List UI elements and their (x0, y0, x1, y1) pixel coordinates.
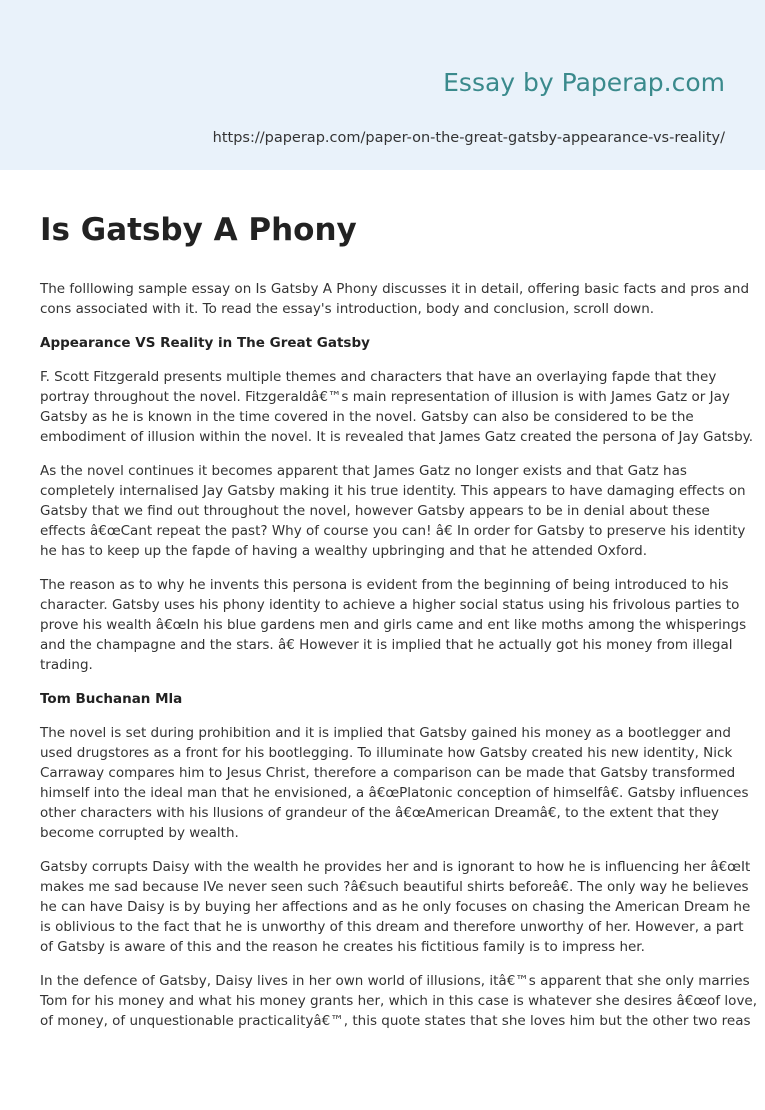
paragraph-line: and the champagne and the stars. â€ However it is implied that he actually got his money from illegal (40, 637, 733, 653)
paragraph-line: makes me sad because IVe never seen such ?â€such beautiful shirts beforeâ€. The only way he believes (40, 879, 749, 895)
paragraph-line: Gatsby as he is known in the time covered in the novel. Gatsby can also be considered to be the (40, 409, 694, 425)
body-paragraph-6 (40, 971, 758, 1031)
intro-line: cons associated with it. To read the essay's introduction, body and conclusion, scroll down. (40, 301, 655, 317)
paragraph-line: trading. (40, 657, 93, 673)
paragraph-line: other characters with his llusions of grandeur of the â€œAmerican Dreamâ€, to the extent that they (40, 805, 720, 821)
body-paragraph-1 (40, 367, 753, 447)
essay-title: Is Gatsby A Phony (40, 212, 357, 248)
section-heading-appearance-vs-reality: Appearance VS Reality in The Great Gatsby (40, 335, 370, 351)
body-paragraph-5 (40, 857, 751, 957)
paragraph-line: himself into the ideal man that he envisioned, a â€œPlatonic conception of himselfâ€. Gatsby influences (40, 785, 749, 801)
paragraph-line: prove his wealth â€œIn his blue gardens men and girls came and ent like moths among the whisperings (40, 617, 747, 633)
paragraph-line: Gatsby that we find out throughout the novel, however Gatsby appears to be in denial about these (40, 503, 710, 519)
paragraph-line: become corrupted by wealth. (40, 825, 239, 841)
essay-content (40, 206, 758, 1031)
paragraph-line: he has to keep up the fapde of having a wealthy upbringing and that he attended Oxford. (40, 543, 648, 559)
paragraph-line: The reason as to why he invents this persona is evident from the beginning of being introduced to his (40, 577, 729, 593)
body-paragraph-2 (40, 461, 746, 561)
intro-line: The folllowing sample essay on Is Gatsby A Phony discusses it in detail, offering basic facts and pros and (40, 281, 750, 297)
paragraph-line: embodiment of illusion within the novel. It is revealed that James Gatz created the persona of Jay Gatsby. (40, 429, 753, 445)
body-paragraph-4 (40, 723, 749, 843)
paragraph-line: completely internalised Jay Gatsby making it his true identity. This appears to have damaging effects on (40, 483, 746, 499)
paragraph-line: of Gatsby is aware of this and the reason he creates his fictitious family is to impress her. (40, 939, 645, 955)
paragraph-line: character. Gatsby uses his phony identity to achieve a higher social status using his frivolous parties to (40, 597, 740, 613)
intro-paragraph (40, 279, 750, 319)
paragraph-line: of money, of unquestionable practicalityâ€™, this quote states that she loves him but the other two reas (40, 1013, 751, 1029)
paragraph-line: portray throughout the novel. Fitzgeraldâ€™s main representation of illusion is with James Gatz or Jay (40, 389, 730, 405)
section-heading-tom-buchanan: Tom Buchanan Mla (40, 691, 183, 707)
paragraph-line: is oblivious to the fact that he is unworthy of this dream and therefore unworthy of her. However, a part (40, 919, 744, 935)
brand-link[interactable]: Essay by Paperap.com (443, 68, 725, 97)
paragraph-line: used drugstores as a front for his bootlegging. To illuminate how Gatsby created his new identity, Nick (40, 745, 733, 761)
paragraph-line: Carraway compares him to Jesus Christ, therefore a comparison can be made that Gatsby transformed (40, 765, 736, 781)
paragraph-line: F. Scott Fitzgerald presents multiple themes and characters that have an overlaying fapde that they (40, 369, 717, 385)
source-url-link[interactable]: https://paperap.com/paper-on-the-great-gatsby-appearance-vs-reality/ (212, 130, 725, 146)
site-header (0, 0, 765, 170)
paragraph-line: In the defence of Gatsby, Daisy lives in her own world of illusions, itâ€™s apparent that she only marries (40, 973, 750, 989)
paragraph-line: The novel is set during prohibition and it is implied that Gatsby gained his money as a bootlegger and (40, 725, 731, 741)
paragraph-line: As the novel continues it becomes apparent that James Gatz no longer exists and that Gatz has (40, 463, 687, 479)
paragraph-line: he can have Daisy is by buying her affections and as he only focuses on chasing the American Dream he (40, 899, 751, 915)
paragraph-line: Tom for his money and what his money grants her, which in this case is whatever she desires â€œof love, (40, 993, 758, 1009)
paragraph-line: effects â€œCant repeat the past? Why of course you can! â€ In order for Gatsby to preserve his identity (40, 523, 746, 539)
paragraph-line: Gatsby corrupts Daisy with the wealth he provides her and is ignorant to how he is influencing her â€œIt (40, 859, 751, 875)
body-paragraph-3 (40, 575, 747, 675)
